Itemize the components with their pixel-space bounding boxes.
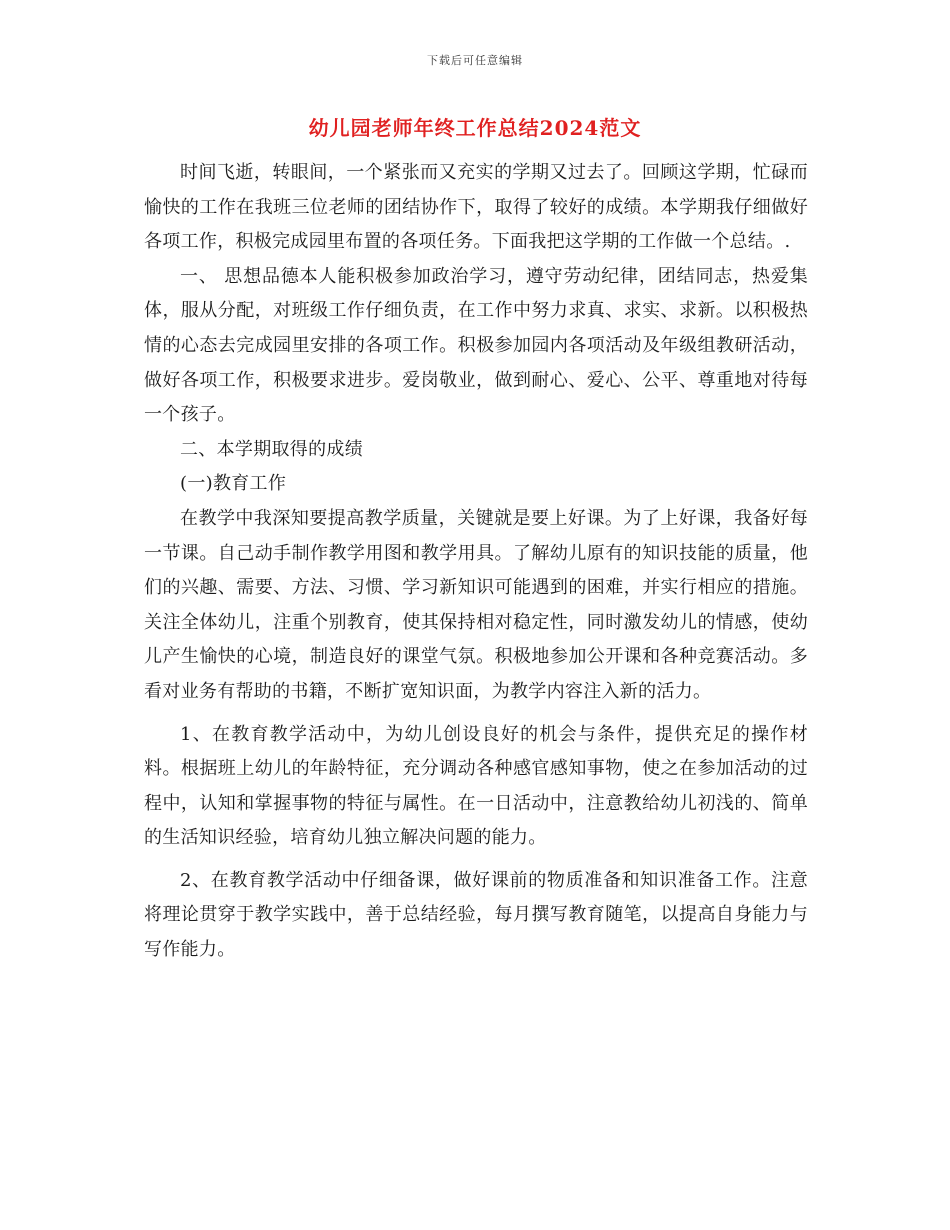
paragraph-item-2: 2、在教育教学活动中仔细备课，做好课前的物质准备和知识准备工作。注意将理论贯穿于教学实践中，善于总结经验，每月撰写教育随笔，以提高自身能力与写作能力。 xyxy=(144,869,808,961)
paragraph-section-2-heading: 二、本学期取得的成绩 xyxy=(180,438,363,460)
page-header-note: 下载后可任意编辑 xyxy=(427,54,523,67)
paragraph-subsection-heading: (一)教育工作 xyxy=(180,473,287,495)
paragraph-teaching: 在教学中我深知要提高教学质量，关键就是要上好课。为了上好课，我备好每一节课。自己动手制作教学用图和教学用具。了解幼儿原有的知识技能的质量，他们的兴趣、需要、方法、习惯、学习新知识可能遇到的困难，并实行相应的措施。关注全体幼儿，注重个别教育，使其保持相对稳定性，同时激发幼儿的情感，使幼儿产生愉快的心境，制造良好的课堂气氛。积极地参加公开课和各种竞赛活动。多看对业务有帮助的书籍，不断扩宽知识面，为教学内容注入新的活力。 xyxy=(144,507,808,702)
document-title: 幼儿园老师年终工作总结2024范文 xyxy=(308,116,642,140)
paragraph-intro: 时间飞逝，转眼间，一个紧张而又充实的学期又过去了。回顾这学期，忙碌而愉快的工作在我班三位老师的团结协作下，取得了较好的成绩。本学期我仔细做好各项工作，积极完成园里布置的各项任务。下面我把这学期的工作做一个总结。. xyxy=(144,162,808,253)
paragraph-section-1: 一、 思想品德本人能积极参加政治学习，遵守劳动纪律，团结同志，热爱集体，服从分配，对班级工作仔细负责，在工作中努力求真、求实、求新。以积极热情的心态去完成园里安排的各项工作。积极参加园内各项活动及年级组教研活动，做好各项工作，积极要求进步。爱岗敬业，做到耐心、爱心、公平、尊重地对待每一个孩子。 xyxy=(144,265,808,426)
document-body xyxy=(144,156,808,968)
paragraph-item-1: 1、在教育教学活动中，为幼儿创设良好的机会与条件，提供充足的操作材料。根据班上幼儿的年龄特征，充分调动各种感官感知事物，使之在参加活动的过程中，认知和掌握事物的特征与属性。在一日活动中，注意教给幼儿初浅的、简单的生活知识经验，培育幼儿独立解决问题的能力。 xyxy=(144,723,808,849)
